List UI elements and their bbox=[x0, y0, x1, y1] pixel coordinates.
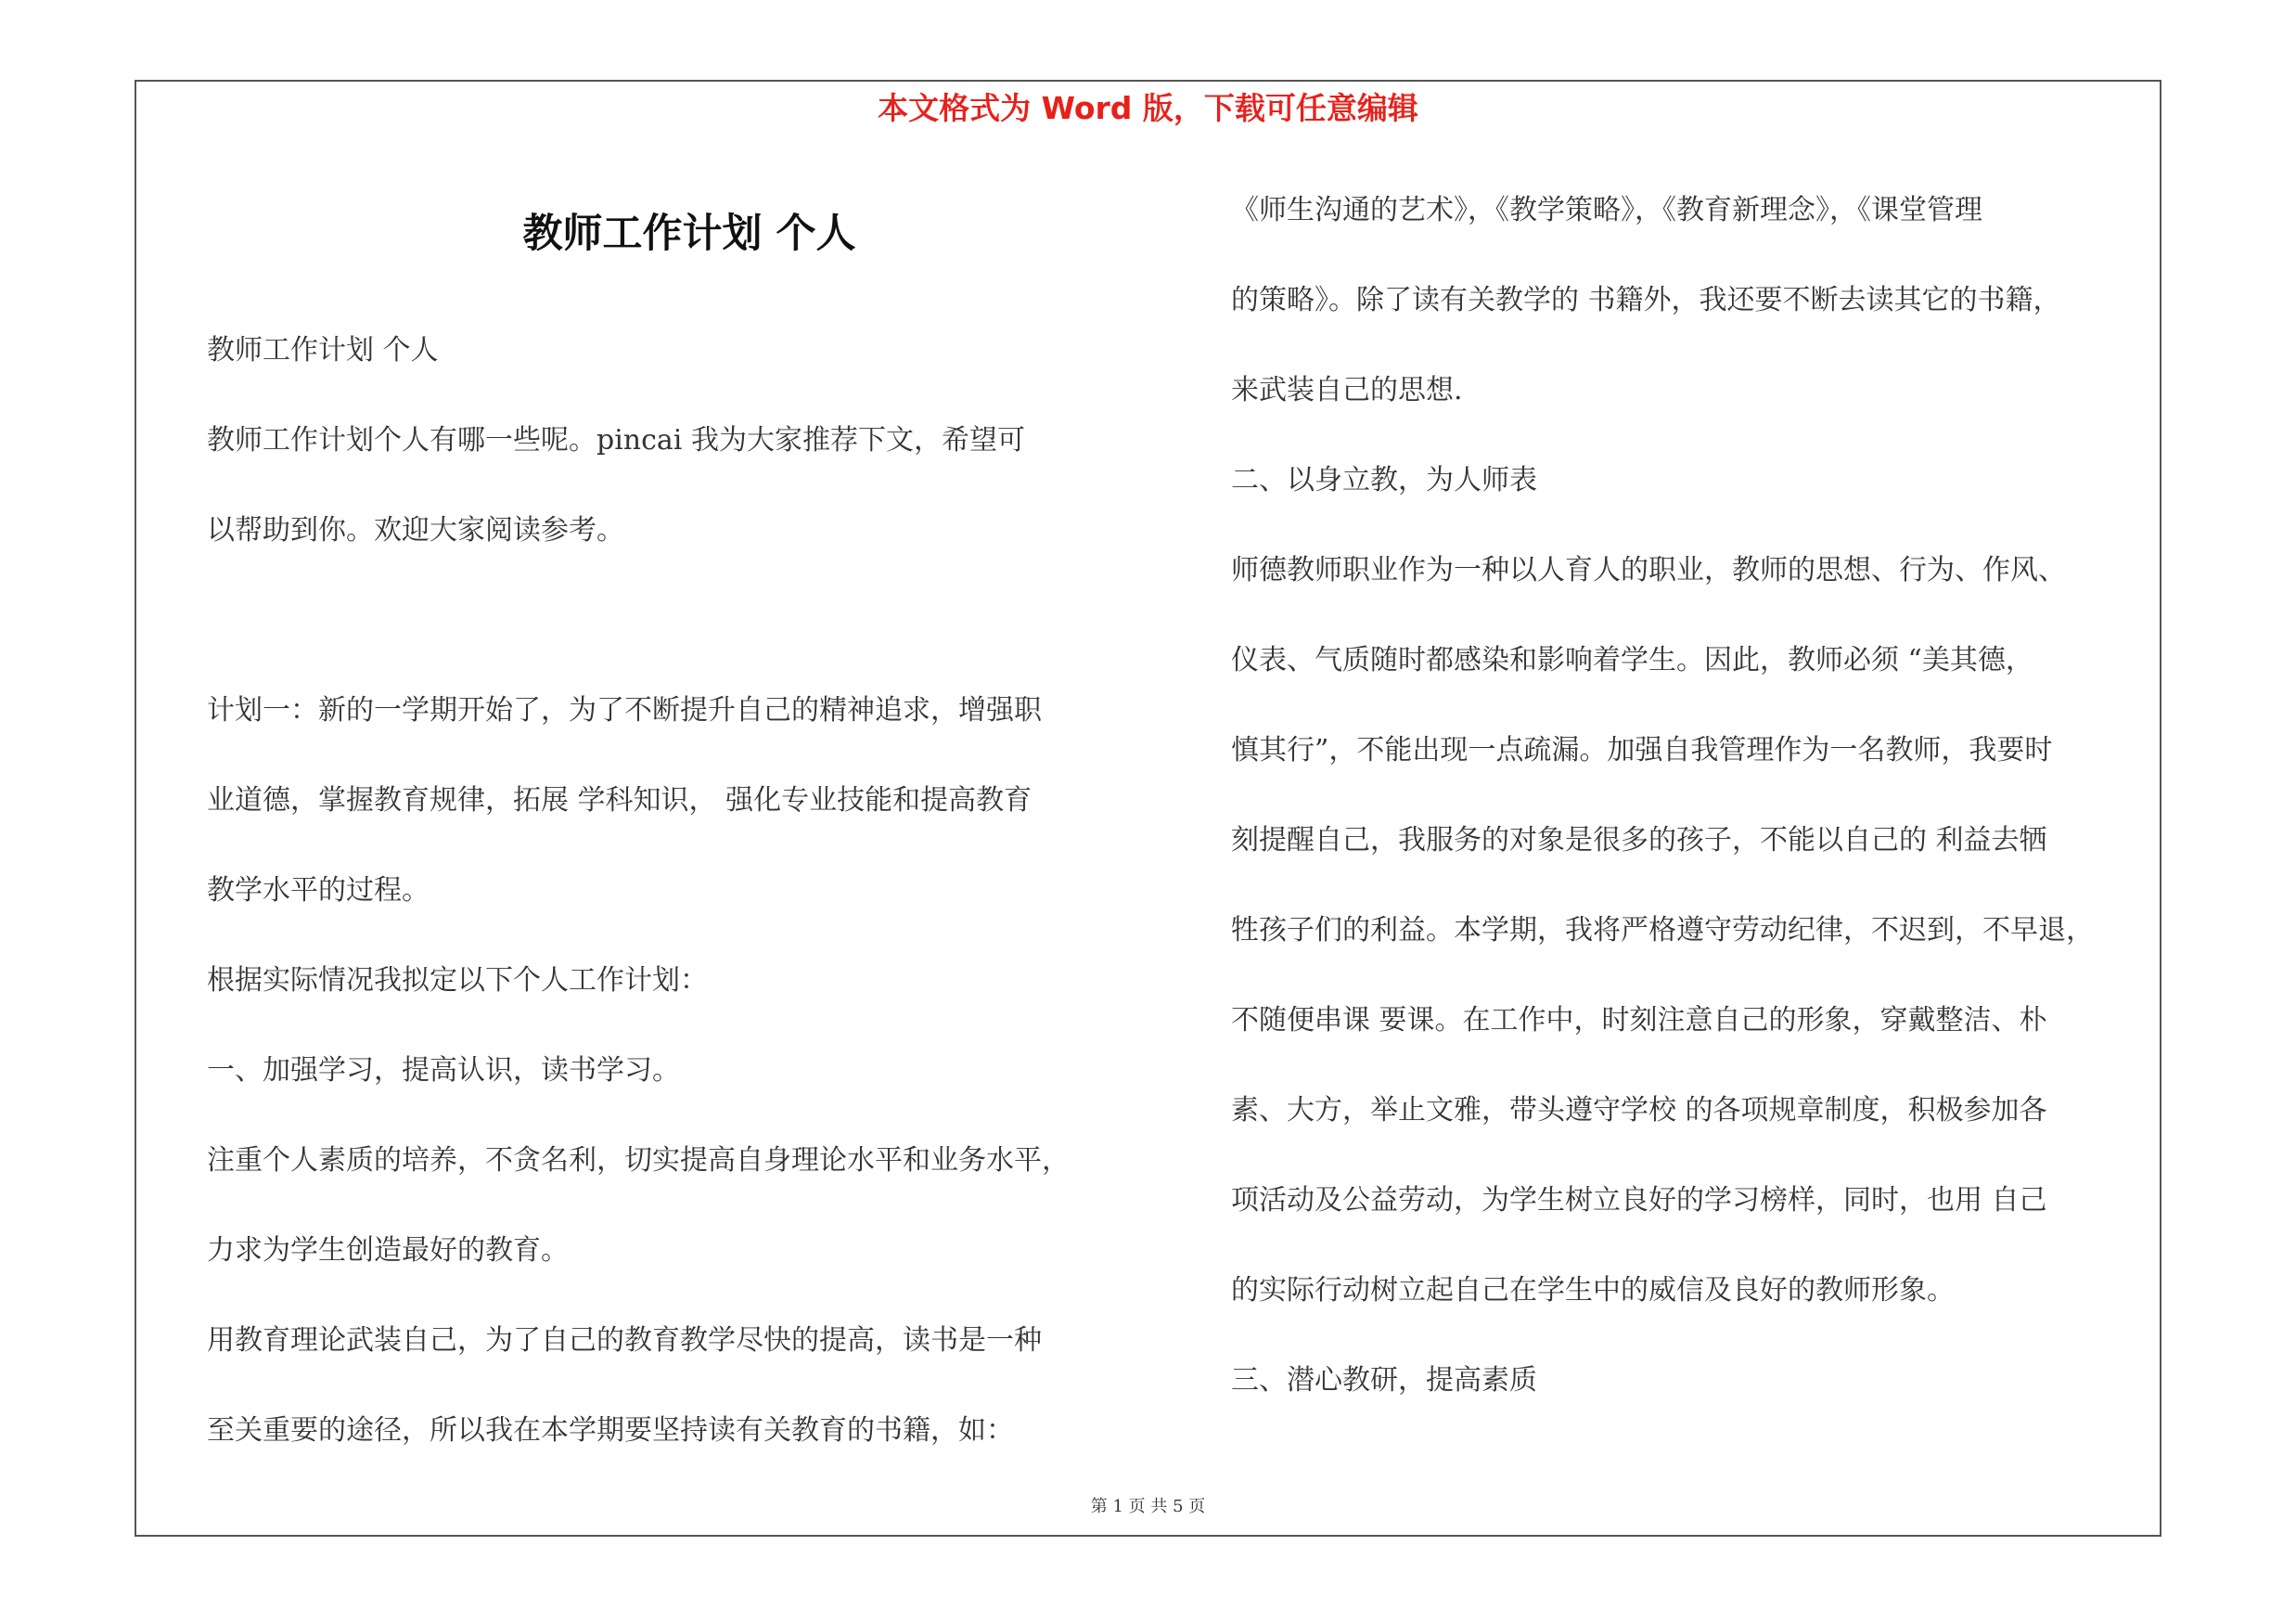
right-paragraph-line: 素、大方，举止文雅，带头遵守学校 的各项规章制度，积极参加各 bbox=[1231, 1094, 2047, 1127]
left-paragraph-line: 以帮助到你。欢迎大家阅读参考。 bbox=[207, 514, 624, 547]
right-paragraph-line: 的策略》。除了读有关教学的 书籍外，我还要不断去读其它的书籍， bbox=[1231, 284, 2061, 316]
right-paragraph-line: 的实际行动树立起自己在学生中的威信及良好的教师形象。 bbox=[1231, 1274, 1955, 1307]
left-paragraph-line: 教师工作计划 个人 bbox=[207, 334, 439, 367]
right-section-heading: 二、以身立教，为人师表 bbox=[1231, 464, 1537, 496]
left-section-heading: 一、加强学习，提高认识，读书学习。 bbox=[207, 1054, 680, 1087]
right-paragraph-line: 来武装自己的思想. bbox=[1231, 374, 1463, 406]
left-paragraph-line: 教学水平的过程。 bbox=[207, 874, 430, 907]
right-paragraph-line: 师德教师职业作为一种以人育人的职业，教师的思想、行为、作风、 bbox=[1231, 554, 2066, 586]
right-paragraph-line: 仪表、气质随时都感染和影响着学生。因此，教师必须 “美其德， bbox=[1231, 644, 2033, 676]
left-paragraph-line: 教师工作计划个人有哪一些呢。pincai 我为大家推荐下文，希望可 bbox=[207, 424, 1025, 457]
left-paragraph-line: 力求为学生创造最好的教育。 bbox=[207, 1234, 569, 1267]
left-paragraph-line: 用教育理论武装自己，为了自己的教育教学尽快的提高，读书是一种 bbox=[207, 1324, 1042, 1357]
right-paragraph-line: 不随便串课 要课。在工作中，时刻注意自己的形象，穿戴整洁、朴 bbox=[1231, 1004, 2047, 1037]
left-paragraph-line: 至关重要的途径，所以我在本学期要坚持读有关教育的书籍，如： bbox=[207, 1414, 1014, 1447]
right-paragraph-line: 刻提醒自己，我服务的对象是很多的孩子，不能以自己的 利益去牺 bbox=[1231, 824, 2047, 857]
editable-notice-banner: 本文格式为 Word 版，下载可任意编辑 bbox=[878, 90, 1418, 126]
right-paragraph-line: 牲孩子们的利益。本学期，我将严格遵守劳动纪律，不迟到，不早退， bbox=[1231, 914, 2094, 947]
right-paragraph-line: 项活动及公益劳动，为学生树立良好的学习榜样，同时，也用 自己 bbox=[1231, 1184, 2047, 1217]
document-title: 教师工作计划 个人 bbox=[522, 211, 856, 257]
left-paragraph-line: 注重个人素质的培养，不贪名利，切实提高自身理论水平和业务水平， bbox=[207, 1144, 1070, 1177]
right-section-heading: 三、潜心教研，提高素质 bbox=[1231, 1364, 1537, 1397]
left-paragraph-line: 业道德，掌握教育规律，拓展 学科知识， 强化专业技能和提高教育 bbox=[207, 784, 1033, 817]
page-number-footer: 第 1 页 共 5 页 bbox=[1090, 1497, 1206, 1516]
right-paragraph-line: 《师生沟通的艺术》，《教学策略》，《教育新理念》，《课堂管理 bbox=[1231, 194, 1982, 226]
left-paragraph-line: 计划一：新的一学期开始了，为了不断提升自己的精神追求，增强职 bbox=[207, 694, 1042, 727]
right-paragraph-line: 慎其行”，不能出现一点疏漏。加强自我管理作为一名教师，我要时 bbox=[1231, 734, 2053, 766]
left-paragraph-line: 根据实际情况我拟定以下个人工作计划： bbox=[207, 964, 708, 997]
